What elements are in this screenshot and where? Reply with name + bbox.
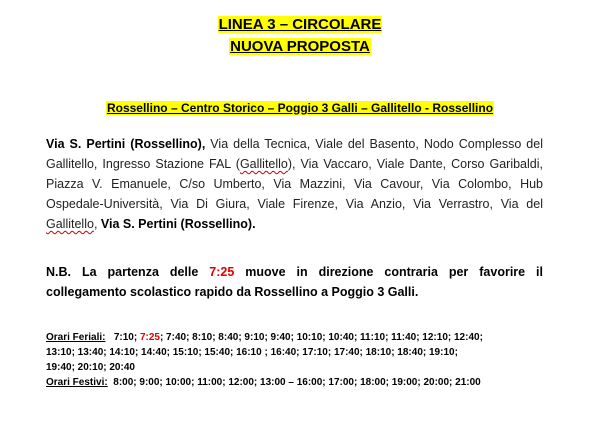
feriali-row-2: 13:10; 13:40; 14:10; 14:40; 15:10; 15:40; 16:10 ; 16:40; 17:10; 17:40; 18:10; 18:40; 19:10;: [46, 347, 458, 358]
festivi-label: Orari Festivi:: [46, 377, 108, 388]
stops-text-b: ), Via Vaccaro, Viale Dante, Corso Garibaldi, Piazza V. Emanuele, C/so Umberto, Via Mazzini, Via Cavour, Via Colombo, Hub Ospedale-Università, Via Di Giura, Viale Firenze, Via Anzio, Via Verrastro, Via del: [46, 157, 543, 211]
stop-gallitello-1: Gallitello: [239, 157, 288, 171]
feriali-label: Orari Feriali:: [46, 332, 106, 343]
feriali-times-1: ; 7:40; 8:10; 8:40; 9:10; 9:40; 10:10; 10:40; 11:10; 11:40; 12:10; 12:40;: [159, 332, 483, 343]
stops-text-a: Via della Tecnica, Viale del Basento, Nodo Complesso del Gallitello, Ingresso Stazione FAL (: [46, 137, 543, 171]
feriali-first: 7:10;: [113, 332, 140, 343]
title-line-2: NUOVA PROPOSTA: [230, 38, 370, 55]
route-summary: [0, 100, 600, 116]
festivi-times: 8:00; 9:00; 10:00; 11:00; 12:00; 13:00 – 16:00; 17:00; 18:00; 19:00; 20:00; 21:00: [113, 377, 481, 388]
note-paragraph: [46, 262, 543, 302]
feriali-row-3: 19:40; 20:10; 20:40: [46, 362, 135, 373]
stop-start: Via S. Pertini (Rossellino),: [46, 137, 206, 151]
stop-gallitello-2: Gallitello: [46, 217, 94, 231]
note-before: N.B. La partenza delle: [46, 265, 210, 279]
stop-end: Via S. Pertini (Rossellino).: [100, 217, 256, 231]
stops-text-c: ,: [93, 217, 101, 231]
note-time: 7:25: [209, 265, 235, 279]
feriali-red-time: 7:25: [139, 332, 160, 343]
title-line-1: LINEA 3 – CIRCOLARE: [218, 16, 382, 33]
stops-paragraph: [46, 134, 543, 234]
note-after: muove in direzione contraria per favorire il collegamento scolastico rapido da Rossellino a Poggio 3 Galli.: [46, 265, 544, 299]
timetable: [46, 330, 546, 390]
document-title: [0, 14, 600, 58]
route-text: Rossellino – Centro Storico – Poggio 3 Galli – Gallitello - Rossellino: [106, 101, 494, 115]
festivi-row: [46, 375, 546, 390]
feriali-row-1: [46, 330, 546, 345]
